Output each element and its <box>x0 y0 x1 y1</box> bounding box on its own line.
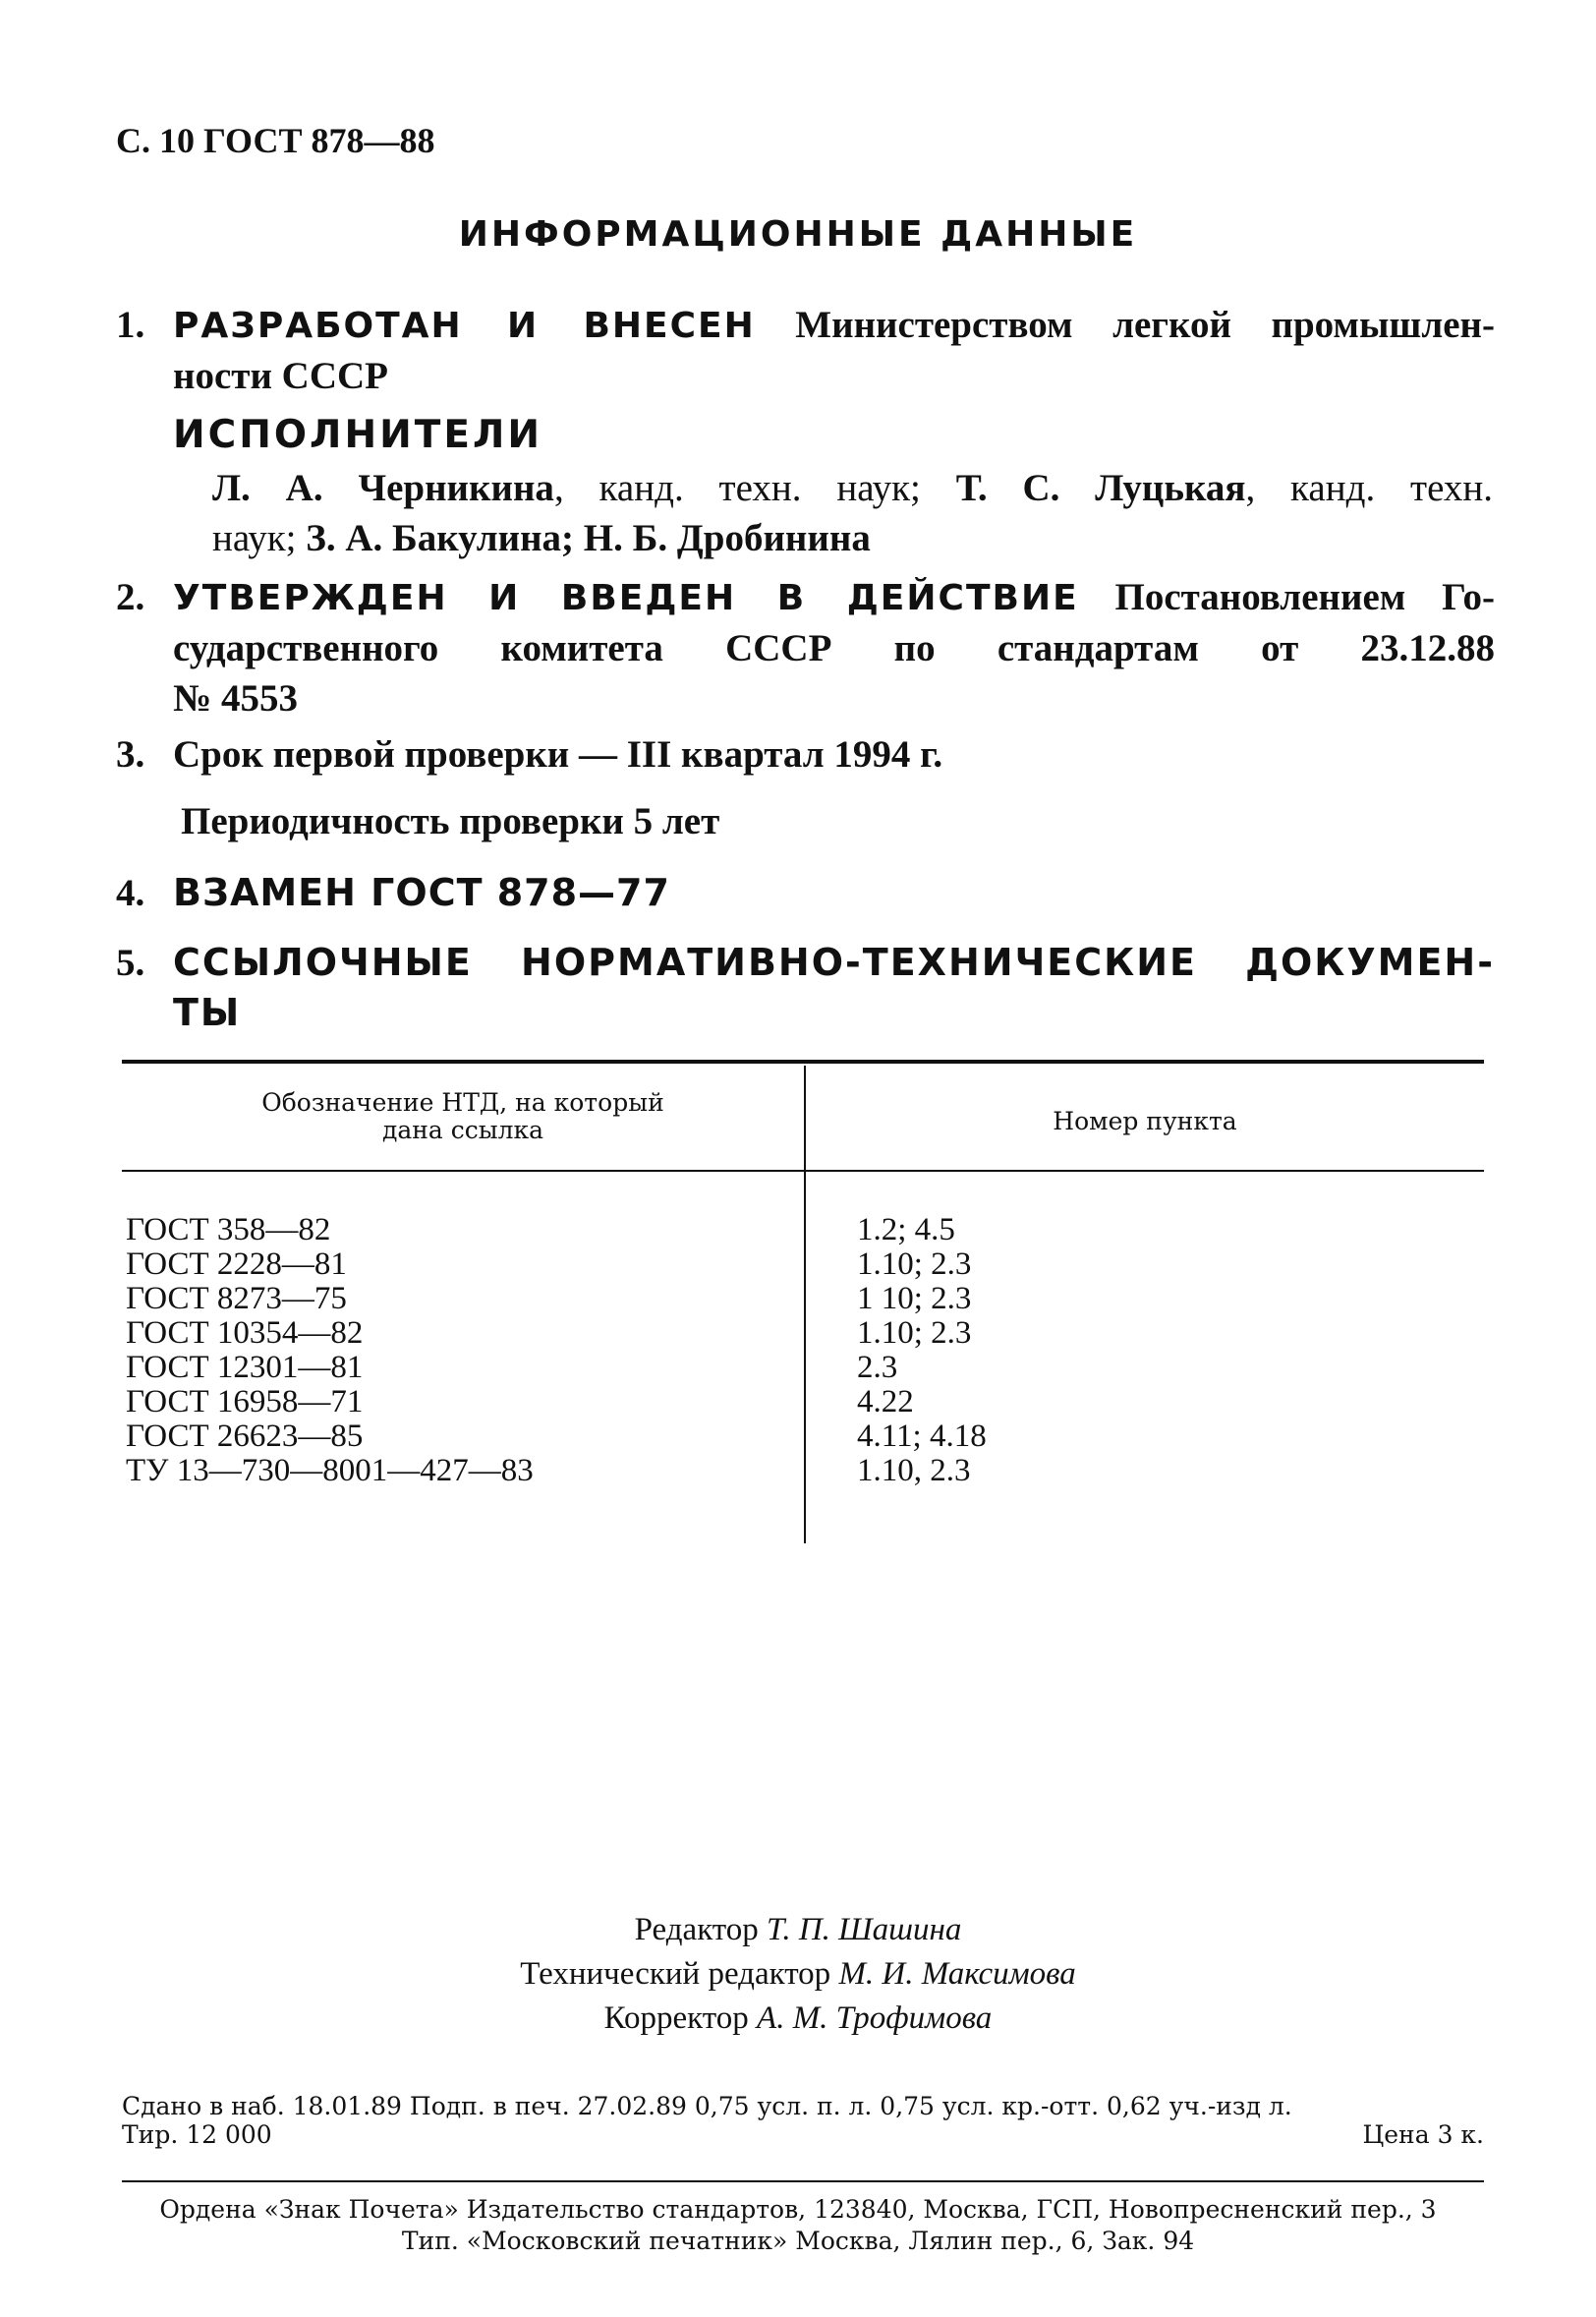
performers-list <box>212 463 1493 563</box>
table-cell-doc: ГОСТ 16958—71 <box>126 1384 364 1419</box>
credit-editor <box>0 1912 1596 1948</box>
table-cell-clause: 4.22 <box>857 1384 914 1419</box>
table-cell-doc: ГОСТ 26623—85 <box>126 1419 364 1454</box>
table-cell-clause: 1.10, 2.3 <box>857 1453 971 1488</box>
page-header: С. 10 ГОСТ 878—88 <box>116 121 435 160</box>
table-header-rule <box>122 1170 1484 1172</box>
performers-heading: ИСПОЛНИТЕЛИ <box>173 413 543 457</box>
table-row <box>122 1247 1484 1282</box>
performer-title: , канд. техн. наук; <box>553 467 956 509</box>
table-cell-clause: 1.10; 2.3 <box>857 1315 972 1351</box>
page-title: ИНФОРМАЦИОННЫЕ ДАННЫЕ <box>458 214 1138 255</box>
performer-title: , канд. техн. <box>1245 467 1494 509</box>
performer-name: Н. Б. Дробинина <box>583 517 871 559</box>
imprint-circulation: Тир. 12 000 <box>122 2120 272 2149</box>
item-developed-lead: РАЗРАБОТАН И ВНЕСЕН <box>173 306 756 346</box>
item-approved-lead: УТВЕРЖДЕН И ВВЕДЕН В ДЕЙСТВИЕ <box>173 578 1079 618</box>
credit-name: А. М. Трофимова <box>757 2000 993 2036</box>
credit-label: Редактор <box>634 1912 759 1947</box>
reference-table-body <box>122 1213 1484 1488</box>
publisher-line1: Ордена «Знак Почета» Издательство стандартов, 123840, Москва, ГСП, Новопресненский пер., 3 <box>159 2195 1437 2224</box>
item-references-line1: ССЫЛОЧНЫЕ НОРМАТИВНО-ТЕХНИЧЕСКИЕ ДОКУМЕН- <box>173 941 1495 984</box>
performer-name: З. А. Бакулина <box>306 517 562 559</box>
imprint-block <box>122 2092 1484 2149</box>
table-row <box>122 1213 1484 1247</box>
item-approved-line2: сударственного комитета СССР по стандартам от 23.12.88 <box>173 627 1495 669</box>
table-row <box>122 1385 1484 1419</box>
credit-name: М. И. Максимова <box>838 1956 1076 1992</box>
table-cell-doc: ТУ 13—730—8001—427—83 <box>126 1453 534 1488</box>
item-approved-line3: № 4553 <box>173 677 298 720</box>
table-cell-doc: ГОСТ 12301—81 <box>126 1350 364 1385</box>
table-header-designation <box>122 1089 804 1144</box>
item-developed-text: Министерством легкой промышлен- <box>795 304 1495 346</box>
table-cell-doc: ГОСТ 358—82 <box>126 1212 331 1247</box>
performer-name: Л. А. Черникина <box>212 467 554 509</box>
item-review-text: Срок первой проверки — III квартал 1994 г. <box>173 733 943 776</box>
table-cell-clause: 1.2; 4.5 <box>857 1212 955 1247</box>
item-number: 3. <box>116 733 145 776</box>
item-number: 2. <box>116 576 145 618</box>
item-approved-text: Постановлением Го- <box>1114 576 1495 618</box>
performers-line1 <box>212 463 1493 513</box>
item-approved-line1 <box>173 572 1495 623</box>
table-cell-clause: 1 10; 2.3 <box>857 1281 972 1316</box>
table-top-rule <box>122 1060 1484 1064</box>
credit-tech-editor <box>0 1956 1596 1993</box>
table-cell-clause: 4.11; 4.18 <box>857 1419 987 1454</box>
table-row <box>122 1454 1484 1488</box>
performer-separator: ; <box>561 517 584 559</box>
table-header-clause: Номер пункта <box>1053 1107 1237 1135</box>
review-periodicity: Периодичность проверки 5 лет <box>181 800 720 842</box>
table-cell-doc: ГОСТ 2228—81 <box>126 1246 347 1282</box>
item-developed-line1 <box>173 300 1495 351</box>
imprint-rule <box>122 2180 1484 2182</box>
item-references-line2: ТЫ <box>173 991 242 1034</box>
imprint-line1 <box>122 2092 1484 2120</box>
credit-label: Корректор <box>603 2000 749 2036</box>
imprint-line2 <box>122 2120 1484 2149</box>
table-row <box>122 1316 1484 1351</box>
item-replaces-text: ВЗАМЕН ГОСТ 878—77 <box>173 871 670 914</box>
publisher-line2: Тип. «Московский печатник» Москва, Лялин пер., 6, Зак. 94 <box>401 2227 1195 2255</box>
table-cell-clause: 2.3 <box>857 1350 898 1385</box>
item-number: 4. <box>116 872 145 914</box>
performer-name: Т. С. Луцькая <box>955 467 1246 509</box>
credit-label: Технический редактор <box>520 1956 831 1992</box>
imprint-dates: Сдано в наб. 18.01.89 Подп. в печ. 27.02.89 0,75 усл. п. л. 0,75 усл. кр.-отт. 0,62 уч.-изд л. <box>122 2092 1292 2120</box>
table-row <box>122 1282 1484 1316</box>
item-developed-line2: ности СССР <box>173 355 388 397</box>
item-number: 1. <box>116 304 145 346</box>
table-header-designation-line2: дана ссылка <box>381 1116 544 1144</box>
performer-title: наук; <box>212 517 307 559</box>
credit-name: Т. П. Шашина <box>767 1912 962 1947</box>
table-cell-doc: ГОСТ 10354—82 <box>126 1315 364 1351</box>
credit-proofreader <box>0 2000 1596 2037</box>
table-cell-doc: ГОСТ 8273—75 <box>126 1281 347 1316</box>
imprint-price: Цена 3 к. <box>1362 2120 1484 2149</box>
table-row <box>122 1419 1484 1454</box>
item-number: 5. <box>116 942 145 984</box>
performers-line2 <box>212 513 1493 563</box>
table-header-designation-line1: Обозначение НТД, на который <box>261 1088 664 1117</box>
table-row <box>122 1351 1484 1385</box>
table-cell-clause: 1.10; 2.3 <box>857 1246 972 1282</box>
